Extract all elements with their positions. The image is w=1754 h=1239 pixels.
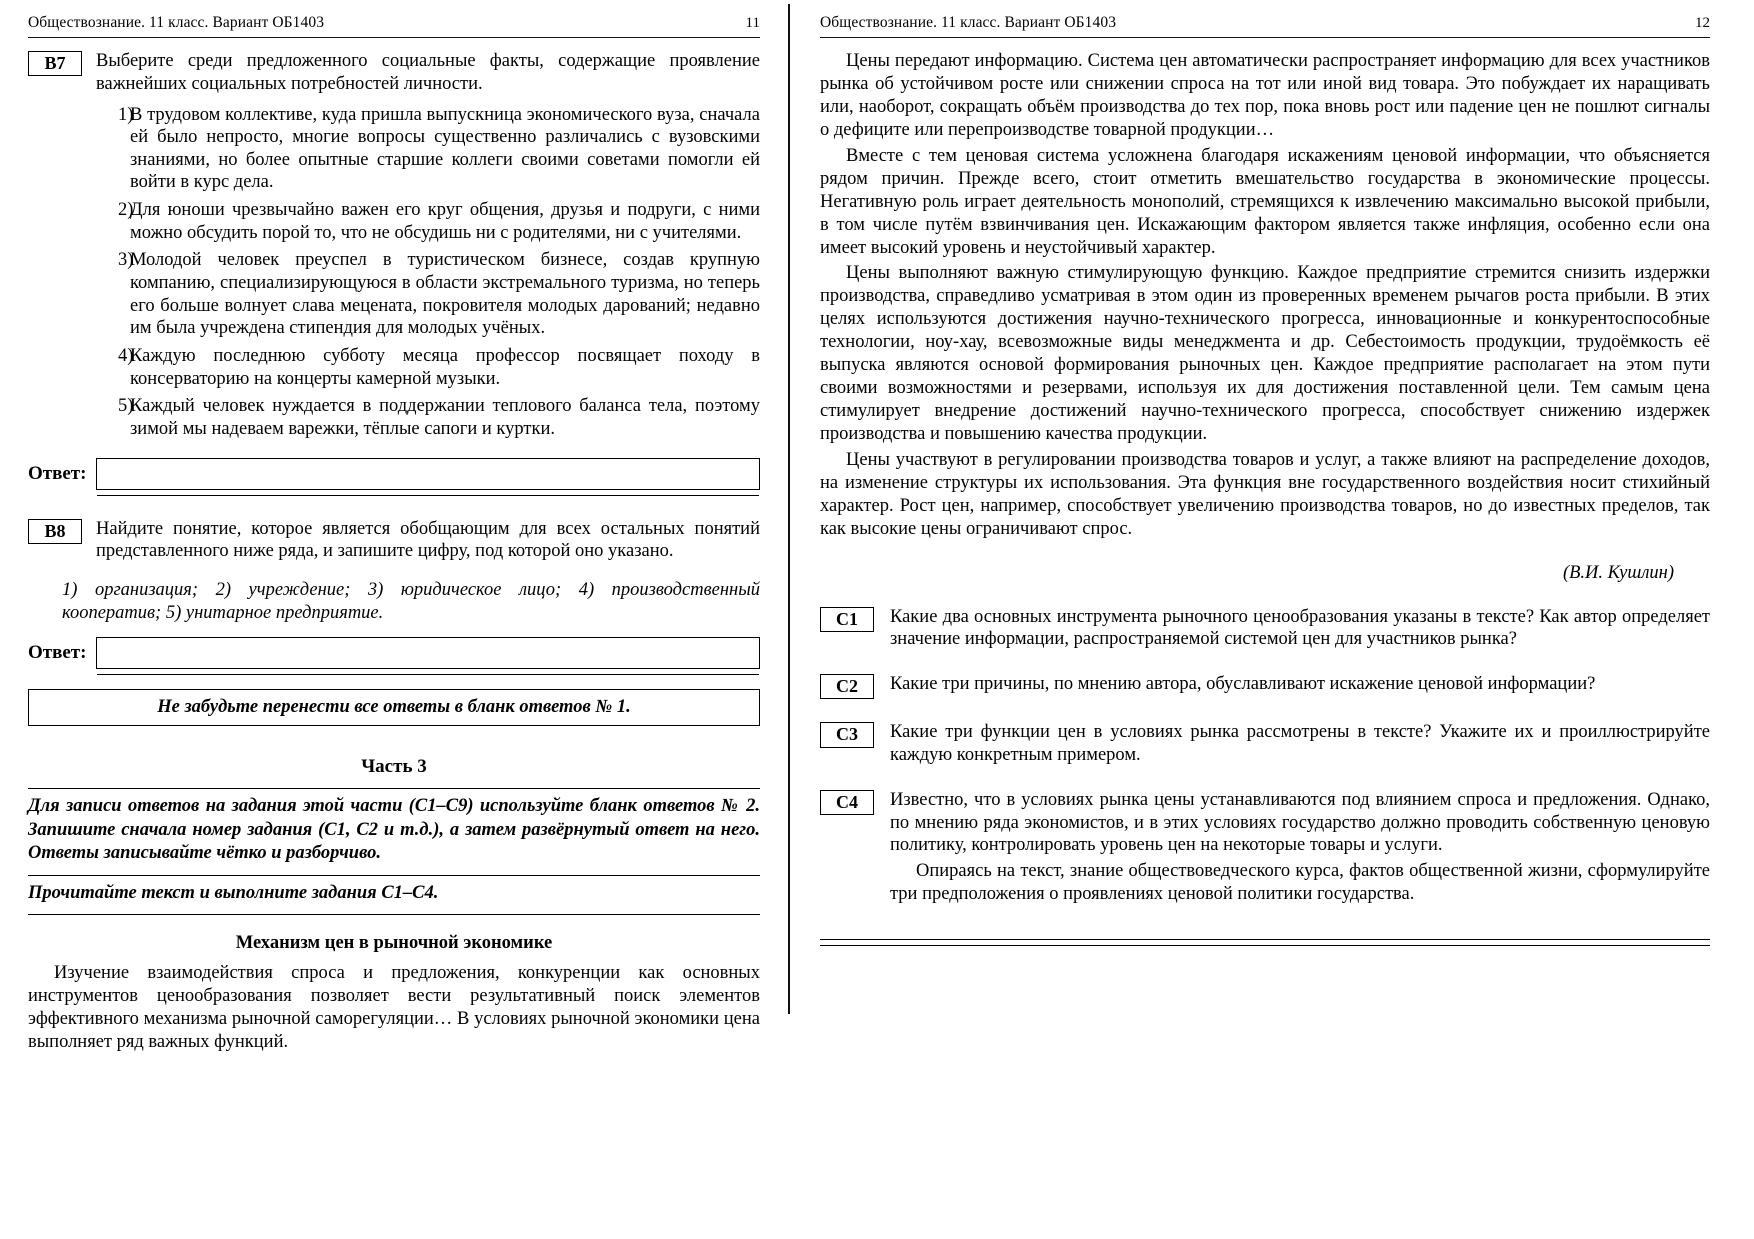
task-c3	[820, 721, 1710, 767]
option-text: Каждый человек нуждается в поддержании теплового баланса тела, поэтому зимой мы надеваем варежки, тёплые сапоги и куртки.	[130, 396, 760, 440]
left-running-head	[28, 14, 760, 38]
left-page-number: 11	[745, 15, 760, 31]
list-item	[96, 249, 760, 340]
option-number: 2)	[118, 200, 134, 221]
text-attribution: (В.И. Кушлин)	[1562, 562, 1674, 583]
task-code-c2: С2	[820, 674, 874, 699]
task-c1	[820, 606, 1710, 652]
answer-input-b8[interactable]	[96, 637, 760, 669]
task-b8-prompt: Найдите понятие, которое является обобщающим для всех остальных понятий представленного ниже ряда, и запишите цифру, под которой оно указано.	[96, 518, 760, 562]
answer-input-b7[interactable]	[96, 458, 760, 490]
option-text: В трудовом коллективе, куда пришла выпускница экономического вуза, сначала ей было непросто, многие вопросы существенно различались с вузовскими знаниями, но более опытные старшие коллеги своими советами помогли ей войти в курс дела.	[130, 104, 760, 193]
task-code-c1: С1	[820, 607, 874, 632]
task-c3-text: Какие три функции цен в условиях рынка рассмотрены в тексте? Укажите их и проиллюстрируйте каждую конкретным примером.	[890, 722, 1710, 766]
task-code-b8: В8	[28, 519, 82, 544]
task-c4	[820, 789, 1710, 909]
answer-row-b8	[28, 637, 760, 669]
part-title: Часть 3	[361, 756, 427, 778]
source-text-paragraph: Вместе с тем ценовая система усложнена благодаря искажениям ценовой информации, что объясняется рядом причин. Прежде всего, стоит отметить вмешательство государства в экономические процессы. Негативную роль играет деятельность монополий, стремящихся к извлечению максимально высокой прибыли, в том числе путём взвинчивания цен. Искажающим фактором является также инфляция, особенно если она имеет высокий уровень и неустойчивый характер.	[820, 145, 1710, 258]
source-text-title: Механизм цен в рыночной экономике	[235, 932, 553, 953]
task-c2-text: Какие три причины, по мнению автора, обуславливают искажение ценовой информации?	[890, 674, 1596, 695]
list-item	[96, 345, 760, 390]
right-header-title: Обществознание. 11 класс. Вариант ОБ1403	[820, 14, 1117, 31]
list-item	[96, 199, 760, 244]
option-text: Для юноши чрезвычайно важен его круг общения, друзья и подруги, с ними можно обсудить порой то, что не обсудишь ни с родителями, ни с учителями.	[130, 200, 760, 243]
task-code-c3: С3	[820, 722, 874, 747]
answer-label-b7: Ответ:	[28, 462, 87, 484]
source-text-paragraph: Цены передают информацию. Система цен автоматически распространяет информацию для всех участников рынка об устойчивом росте или снижении спроса на тот или иной вид товара. Это побуждает их наращивать или, наоборот, сокращать объём производства до тех пор, пока вновь рост или падение цен не пошлют сигналы о дефиците или перепроизводстве товарной продукции…	[820, 51, 1710, 140]
answer-row-b7	[28, 458, 760, 490]
source-text-paragraph: Цены выполняют важную стимулирующую функцию. Каждое предприятие стремится снизить издержки производства, справедливо усматривая в этом один из проверенных временем рычагов роста прибыли. В этих целях используются достижения научно-технического прогресса, инновационные и конкурентоспособные технологии, ноу-хау, всевозможные виды менеджмента и др. Себестоимость продукции, трудоёмкость её выпуска являются основой формирования рыночных цен. Каждое предприятие располагает на этом пути своими возможностями и резервами, используя их для достижения поставленной цели. Тем самым цена стимулирует внедрение достижений научно-технического прогресса, способствует снижению издержек производства и повышению качества продукции.	[820, 263, 1710, 444]
option-text: Молодой человек преуспел в туристическом бизнесе, создав крупную компанию, специализирующуюся в области экстремального туризма, но теперь его больше волнует слава мецената, покровителя молодых дарований; недавно им была учреждена стипендия для молодых учёных.	[130, 250, 760, 339]
task-c1-text: Какие два основных инструмента рыночного ценообразования указаны в тексте? Как автор определяет значение информации, распространяемой системой цен для участников рынка?	[890, 606, 1710, 650]
task-c4-text: Известно, что в условиях рынка цены устанавливаются под влиянием спроса и предложения. Однако, по мнению ряда экономистов, и в этих условиях государство должно проводить собственную ценовую политику, контролировать уровень цен на некоторые товары и услуги.	[890, 789, 1710, 856]
task-c4-extra-text: Опираясь на текст, знание обществоведческого курса, фактов общественной жизни, сформулируйте три предположения о проявлениях ценовой политики государства.	[890, 861, 1710, 905]
right-running-head	[820, 14, 1710, 38]
option-text: Каждую последнюю субботу месяца профессор посвящает походу в консерваторию на концерты камерной музыки.	[130, 346, 760, 389]
task-b7-options	[96, 104, 760, 441]
read-text-instruction: Прочитайте текст и выполните задания С1–С4.	[28, 882, 439, 903]
option-number: 4)	[118, 346, 134, 367]
source-text-paragraph: Изучение взаимодействия спроса и предложения, конкуренции как основных инструментов ценообразования позволяет вести результативный поиск элементов эффективного механизма рыночной саморегуляции… В условиях рыночной экономики цена выполняет ряд важных функций.	[28, 962, 760, 1052]
task-b7	[28, 50, 760, 446]
option-number: 3)	[118, 250, 134, 271]
transfer-answers-notice: Не забудьте перенести все ответы в бланк ответов № 1.	[28, 689, 760, 726]
left-page	[0, 4, 790, 1052]
right-page-number: 12	[1695, 15, 1710, 31]
task-b7-prompt: Выберите среди предложенного социальные факты, содержащие проявление важнейших социальных потребностей личности.	[96, 51, 760, 94]
list-item	[96, 395, 760, 440]
answer-label-b8: Ответ:	[28, 642, 87, 664]
page-bottom-rules	[820, 939, 1710, 946]
option-number: 5)	[118, 396, 134, 417]
task-b8	[28, 518, 760, 564]
option-number: 1)	[118, 104, 134, 125]
task-code-c4: С4	[820, 790, 874, 815]
source-text-paragraph: Цены участвуют в регулировании производства товаров и услуг, а также влияют на распределение доходов, на изменение структуры их использования. Эта функция вне государственного воздействия носит стихийный характер. Рост цен, например, способствует увеличению производства товаров, но до известных пределов, так как высокие цены ограничивают спрос.	[820, 449, 1710, 539]
divider-line	[820, 945, 1710, 946]
list-item	[96, 104, 760, 195]
task-c2	[820, 673, 1710, 699]
left-header-title: Обществознание. 11 класс. Вариант ОБ1403	[28, 14, 325, 31]
divider-line	[820, 939, 1710, 940]
divider-line	[28, 914, 760, 915]
task-b8-enumeration: 1) организация; 2) учреждение; 3) юридическое лицо; 4) производственный кооператив; 5) унитарное предприятие.	[62, 580, 760, 624]
right-page	[790, 4, 1750, 1014]
part3-instruction: Для записи ответов на задания этой части (С1–С9) используйте бланк ответов № 2. Запишите сначала номер задания (С1, С2 и т.д.), а затем развёрнутый ответ на него. Ответы записывайте чётко и разборчиво.	[28, 796, 760, 863]
task-code-b7: В7	[28, 51, 82, 76]
